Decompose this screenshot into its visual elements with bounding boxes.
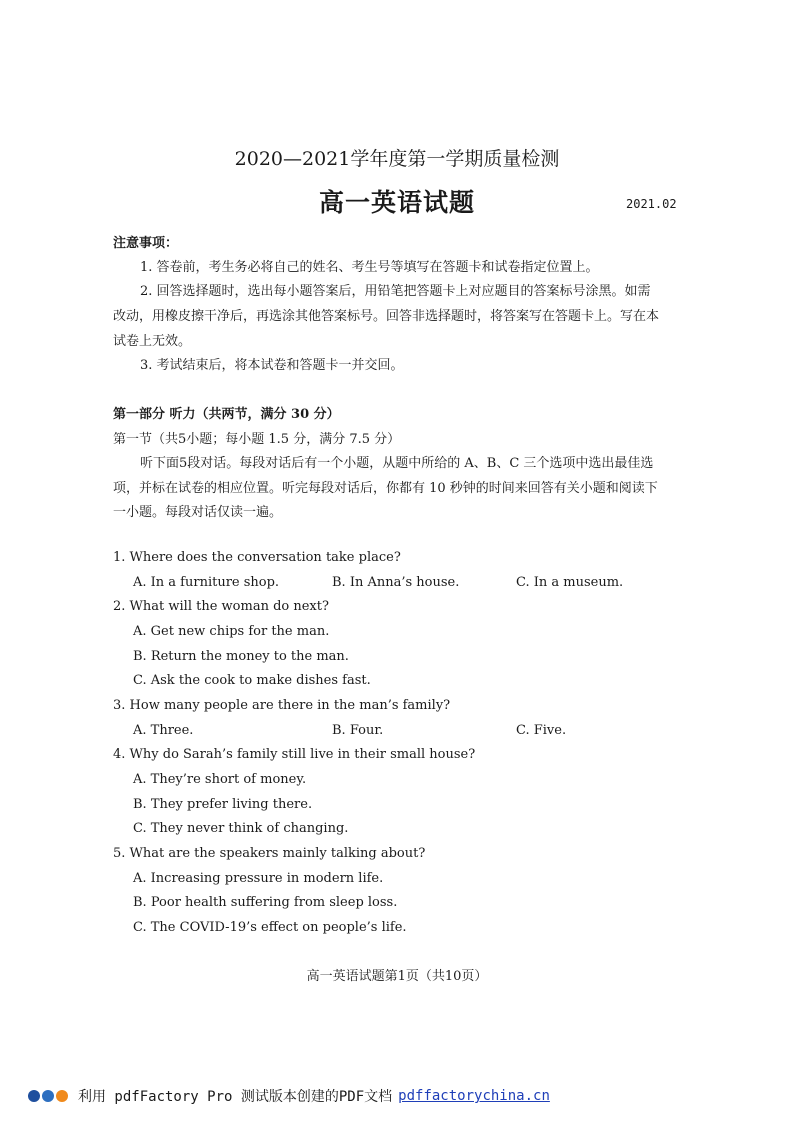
option: C. Ask the cook to make dishes fast.: [133, 673, 371, 688]
option: C. They never think of changing.: [133, 821, 349, 836]
watermark-dot-icon: [56, 1090, 68, 1102]
question-2: 2. What will the woman do next?: [113, 599, 329, 614]
page-footer: 高一英语试题第1页（共10页）: [306, 969, 488, 984]
exam-subtitle: 高一英语试题: [318, 188, 475, 217]
watermark-link[interactable]: pdffactorychina.cn: [398, 1088, 550, 1104]
option: B. Four.: [332, 723, 384, 738]
note-line: 2. 回答选择题时，选出每小题答案后，用铅笔把答题卡上对应题目的答案标号涂黑。如需: [140, 284, 651, 299]
option: C. Five.: [516, 723, 567, 738]
option: A. They’re short of money.: [133, 772, 307, 787]
instruction-line: 一小题。每段对话仅读一遍。: [113, 505, 283, 520]
question-5: 5. What are the speakers mainly talking about?: [113, 846, 426, 861]
note-line: 改动，用橡皮擦干净后，再选涂其他答案标号。回答非选择题时，将答案写在答题卡上。写在本: [113, 309, 660, 324]
question-1: 1. Where does the conversation take place?: [113, 550, 401, 565]
question-4: 4. Why do Sarah’s family still live in their small house?: [113, 747, 476, 762]
watermark-dot-icon: [28, 1090, 40, 1102]
option: B. Poor health suffering from sleep loss.: [133, 895, 398, 910]
option: B. Return the money to the man.: [133, 649, 349, 664]
option: B. In Anna’s house.: [332, 575, 460, 590]
exam-date: 2021.02: [626, 197, 677, 211]
part-heading: 第一部分 听力（共两节，满分 30 分）: [113, 407, 340, 422]
option: C. The COVID-19’s effect on people’s life.: [133, 920, 407, 935]
option: A. Three.: [133, 723, 194, 738]
note-line: 试卷上无效。: [113, 334, 192, 349]
notes-heading: 注意事项：: [113, 236, 179, 251]
note-line: 3. 考试结束后，将本试卷和答题卡一并交回。: [140, 358, 404, 373]
watermark-text: 利用 pdfFactory Pro 测试版本创建的PDF文档: [78, 1089, 393, 1105]
question-3: 3. How many people are there in the man’s family?: [113, 698, 451, 713]
instruction-line: 听下面5段对话。每段对话后有一个小题，从题中所给的 A、B、C 三个选项中选出最佳选: [140, 456, 654, 471]
option: B. They prefer living there.: [133, 797, 313, 812]
option: A. Get new chips for the man.: [133, 624, 330, 639]
option: C. In a museum.: [516, 575, 624, 590]
exam-title: 2020—2021学年度第一学期质量检测: [234, 148, 560, 170]
option: A. Increasing pressure in modern life.: [133, 871, 384, 886]
option: A. In a furniture shop.: [133, 575, 280, 590]
section-heading: 第一节（共5小题；每小题 1.5 分，满分 7.5 分）: [113, 432, 401, 447]
instruction-line: 项，并标在试卷的相应位置。听完每段对话后，你都有 10 秒钟的时间来回答有关小题和阅读下: [113, 481, 658, 496]
note-line: 1. 答卷前，考生务必将自己的姓名、考生号等填写在答题卡和试卷指定位置上。: [140, 260, 599, 275]
watermark-bar: [28, 1086, 550, 1106]
watermark-dot-icon: [42, 1090, 54, 1102]
